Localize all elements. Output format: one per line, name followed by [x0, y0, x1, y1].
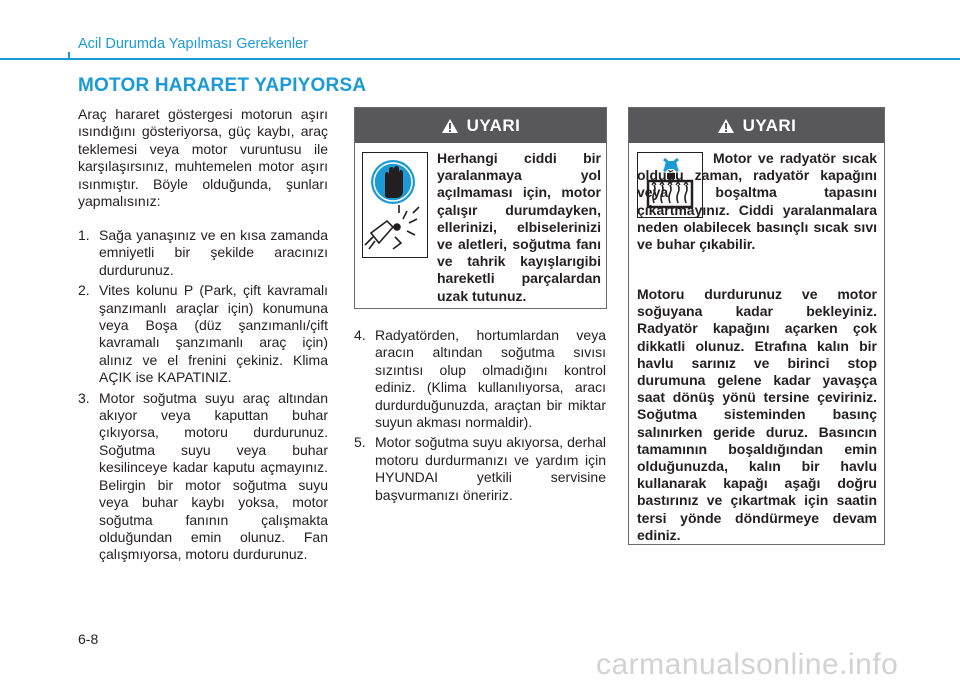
step-number: 2. — [78, 282, 90, 299]
step-text: Motor soğutma suyu araç altından akıyor veya kaputtan buhar çıkıyorsa, motoru durdurunuz. Soğutma suyu veya buhar kesilinceye kadar kaputu açmayınız. Belirgin bir motor soğutma suyu veya buhar kaybı yoksa, motor soğutma fanının çalışmakta olduğundan emin olunuz. Fan çalışmıyorsa, motoru durdurunuz. — [99, 389, 328, 563]
warning-text: Herhangi ciddi bir yaralanmaya yol açılmaması için, motor çalışır durumdayken, ellerinizi, elbiselerinizi ve aletleri, soğutma fanı ve tahrik kayışlarıgibi hareketli parçalardan uzak tutunuz. — [437, 150, 601, 304]
step-number: 4. — [354, 327, 366, 343]
step-number: 3. — [78, 389, 90, 406]
page-title: MOTOR HARARET YAPIYORSA — [78, 75, 367, 96]
page-number: 6-8 — [78, 631, 99, 647]
section-label: Acil Durumda Yapılması Gerekenler — [78, 36, 308, 52]
warning-header — [355, 108, 606, 143]
step-number: 1. — [78, 227, 90, 243]
step-text: Sağa yanaşınız ve en kısa zamanda emniyetli bir şekilde aracınızı durdurunuz. — [99, 227, 328, 278]
warning-header — [629, 108, 884, 143]
warning-box-radiator — [628, 107, 885, 545]
watermark: carmanualsonline.info — [596, 648, 899, 681]
step-number: 5. — [354, 434, 366, 451]
fan-hazard-image — [362, 152, 428, 258]
intro-paragraph: Araç hararet göstergesi motorun aşırı ısındığını gösteriyorsa, güç kaybı, araç teklemesi veya motor vuruntusu ile karşılaşırsınız, muhtemelen motor aşırı ısınmıştır. Böyle olduğunda, şunları yapmalısınız: — [78, 106, 328, 210]
warning-triangle-icon — [441, 118, 459, 134]
list-item — [78, 227, 328, 279]
list-item — [78, 282, 328, 386]
warning-triangle-icon — [717, 118, 735, 134]
fan-hazard-icon — [365, 205, 419, 249]
header-rule — [0, 58, 960, 60]
list-item — [354, 327, 606, 431]
warning-text-lead: Motor ve radyatör sıcak olduğu zaman, radyatör kapağını veya boşaltma tapasını çıkartmayınız. Ciddi yaralanmalara neden olabilecek basınçlı sıcak sıvı ve buhar çıkabilir. — [637, 150, 877, 253]
step-text: Radyatörden, hortumlardan veya aracın altından soğutma sıvısı sızıntısı olup olmadığını kontrol ediniz. (Klima kullanılıyorsa, aracı durdurduğunuzda, araçtan bir miktar suyun akması normaldir). — [375, 327, 606, 431]
warning-box-moving-parts — [354, 107, 607, 309]
warning-label: UYARI — [466, 115, 521, 135]
warning-text-body: Motoru durdurunuz ve motor soğuyana kadar bekleyiniz. Radyatör kapağını açarken çok dikkatli olunuz. Etrafına kalın bir havlu sarınız ve birinci stop durumuna gelene kadar yavaşça saat dönüş yönü tersine çeviriniz. Soğutma sisteminden basınç salınırken geride duruz. Basıncın tamamının boşaldığından emin olduğunuzda, kalın bir havlu kullanarak kapağı aşağı doğru bastırınız ve çıkartmak için saatin tersi yönde döndürmeye devam ediniz. — [637, 286, 877, 543]
steps-list-right — [354, 327, 606, 507]
list-item — [354, 434, 606, 504]
list-item — [78, 390, 328, 564]
step-text: Motor soğutma suyu akıyorsa, derhal motoru durdurmanızı ve yardım için HYUNDAI yetkili servisine başvurmanızı öneririz. — [375, 434, 606, 503]
steps-list-left — [78, 227, 328, 567]
warning-label: UYARI — [742, 115, 797, 135]
step-text: Vites kolunu P (Park, çift kavramalı şanzımanlı araçlar için) konumuna veya Boşa (düz şanzımanlı/çift kavramalı şanzımanlı araç için) alınız ve el frenini çekiniz. Klima AÇIK ise KAPATINIZ. — [99, 282, 328, 386]
